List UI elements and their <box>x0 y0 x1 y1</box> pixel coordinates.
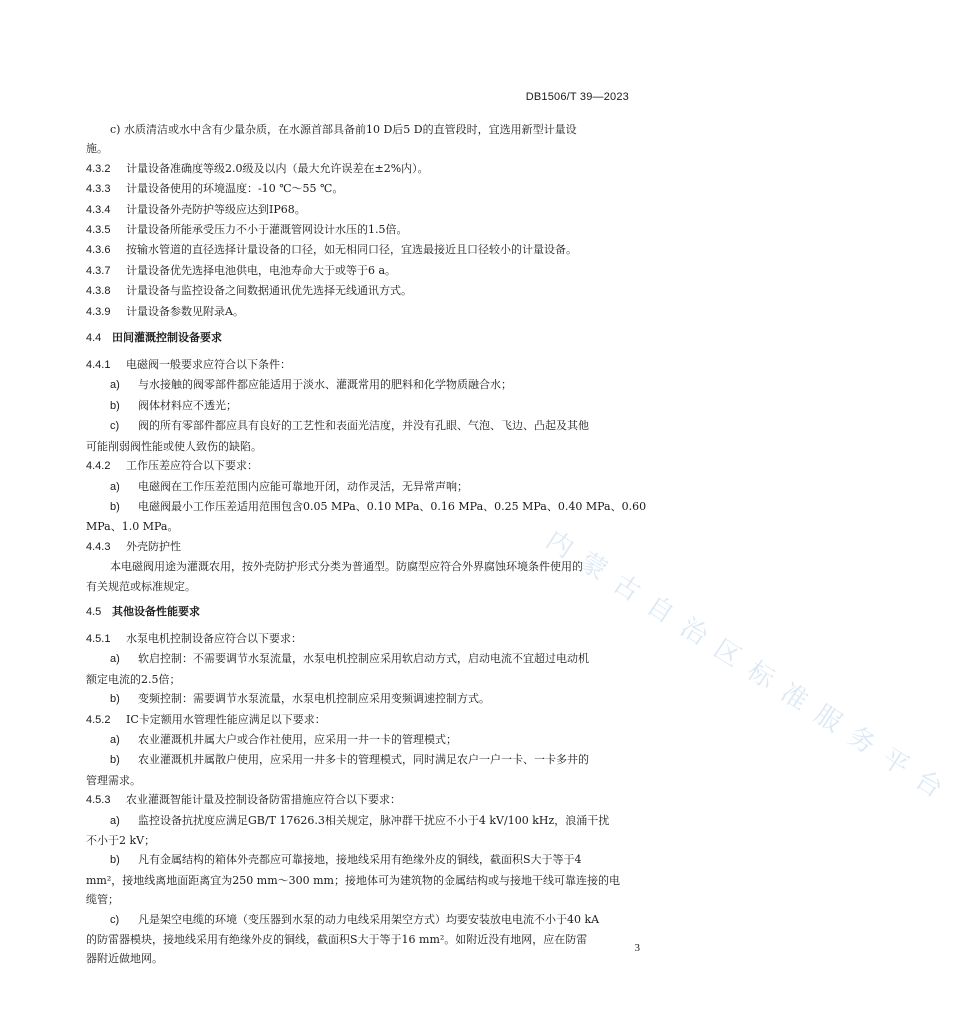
clause-4-5-1 <box>86 629 658 649</box>
clause-text: 计量设备准确度等级2.0级及以内（最大允许误差在±2%内）。 <box>126 161 429 175</box>
text-line: 管理需求。 <box>86 773 141 787</box>
document-body <box>86 120 658 969</box>
text-line: 的防雷器模块，接地线采用有绝缘外皮的铜线，截面积S大于等于16 mm²。如附近没有地网，应在防雷 <box>86 933 588 947</box>
list-item <box>86 910 658 930</box>
clause-4-3-3 <box>86 179 658 199</box>
list-marker: b) <box>110 693 120 706</box>
clause-text: 水泵电机控制设备应符合以下要求： <box>126 631 302 645</box>
page-number: 3 <box>634 942 640 954</box>
list-marker: b) <box>110 854 120 867</box>
list-item <box>86 850 658 870</box>
clause-number: 4.5.2 <box>86 713 111 726</box>
list-marker: a) <box>110 733 120 746</box>
clause-4-3-7 <box>86 261 658 281</box>
list-item <box>86 811 658 831</box>
list-text: 电磁阀最小工作压差适用范围包含0.05 MPa、0.10 MPa、0.16 MPa、0.25 MPa、0.40 MPa、0.60 <box>138 499 647 513</box>
clause-4-3-5 <box>86 220 658 240</box>
text-line: 不小于2 kV； <box>86 834 156 847</box>
document-code: DB1506/T 39—2023 <box>525 91 629 103</box>
list-text: 阀体材料应不透光； <box>138 398 237 412</box>
clause-text: 电磁阀一般要求应符合以下条件： <box>126 358 291 372</box>
list-text: 软启控制：不需要调节水泵流量，水泵电机控制应采用软启动方式，启动电流不宜超过电动机 <box>138 652 589 666</box>
section-title: 其他设备性能要求 <box>112 604 200 618</box>
section-title: 田间灌溉控制设备要求 <box>112 331 222 345</box>
clause-4-5-2 <box>86 710 658 730</box>
clause-4-4-1 <box>86 355 658 375</box>
list-item <box>86 477 658 497</box>
clause-text: 按输水管道的直径选择计量设备的口径，如无相同口径，宜选最接近且口径较小的计量设备。 <box>126 243 577 257</box>
clause-number: 4.3.6 <box>86 244 111 257</box>
text-line: 有关规范或标准规定。 <box>86 579 196 593</box>
list-text: 凡有金属结构的箱体外壳都应可靠接地，接地线采用有绝缘外皮的铜线，截面积S大于等于4 <box>138 853 582 867</box>
text-line: 可能削弱阀性能或使人致伤的缺陷。 <box>86 439 262 453</box>
clause-4-3-6 <box>86 240 658 260</box>
text-line: 器附近做地网。 <box>86 952 163 966</box>
list-text: 监控设备抗扰度应满足GB/T 17626.3相关规定，脉冲群干扰应不小于4 kV/100 kHz，浪涌干扰 <box>138 813 610 827</box>
list-marker: b) <box>110 754 120 767</box>
clause-4-5-3 <box>86 790 658 810</box>
clause-4-4-2 <box>86 456 658 476</box>
clause-text: 计量设备参数见附录A。 <box>126 304 244 318</box>
list-marker: a) <box>110 814 120 827</box>
list-item <box>86 730 658 750</box>
list-marker: a) <box>110 653 120 666</box>
list-item <box>86 375 658 395</box>
clause-text: 农业灌溉智能计量及控制设备防雷措施应符合以下要求： <box>126 793 401 807</box>
clause-number: 4.3.2 <box>86 162 111 175</box>
clause-text: IC卡定额用水管理性能应满足以下要求： <box>126 712 326 726</box>
list-item-c-continued: c) 水质清洁或水中含有少量杂质，在水源首部具备前10 D后5 D的直管段时，宜选用新型计量设 <box>110 123 577 136</box>
list-text: 农业灌溉机井属大户或合作社使用，应采用一井一卡的管理模式； <box>138 732 457 746</box>
clause-text: 计量设备所能承受压力不小于灌溉管网设计水压的1.5倍。 <box>126 223 408 237</box>
text-line: 施。 <box>86 142 108 156</box>
list-text: 阀的所有零部件都应具有良好的工艺性和表面光洁度，并没有孔眼、气泡、飞边、凸起及其他 <box>138 419 589 433</box>
clause-number: 4.3.7 <box>86 264 111 277</box>
clause-number: 4.3.9 <box>86 305 111 318</box>
clause-number: 4.3.3 <box>86 183 111 196</box>
text-line: MPa、1.0 MPa。 <box>86 520 179 534</box>
list-text: 凡是架空电缆的环境（变压器到水泵的动力电线采用架空方式）均要安装放电电流不小于40 kA <box>138 912 600 926</box>
list-text: 与水接触的阀零部件都应能适用于淡水、灌溉常用的肥料和化学物质融合水； <box>138 378 512 392</box>
section-number: 4.5 <box>86 605 102 618</box>
list-item <box>86 497 658 517</box>
text-line: mm²，接地线离地面距离宜为250 mm～300 mm；接地体可为建筑物的金属结构或与接地干线可靠连接的电 <box>86 873 620 887</box>
clause-number: 4.5.1 <box>86 632 111 645</box>
clause-text: 外壳防护性 <box>126 539 181 553</box>
clause-number: 4.4.3 <box>86 540 111 553</box>
clause-text: 工作压差应符合以下要求： <box>126 459 258 473</box>
list-item <box>86 649 658 669</box>
list-item <box>86 750 658 770</box>
paragraph-line: 本电磁阀用途为灌溉农用，按外壳防护形式分类为普通型。防腐型应符合外界腐蚀环境条件使用的 <box>110 560 583 574</box>
clause-number: 4.3.8 <box>86 285 111 298</box>
clause-4-3-4 <box>86 200 658 220</box>
clause-number: 4.4.1 <box>86 359 111 372</box>
section-heading-4-4 <box>86 328 658 348</box>
clause-4-3-8 <box>86 281 658 301</box>
clause-number: 4.3.4 <box>86 203 111 216</box>
list-marker: b) <box>110 500 120 513</box>
list-item <box>86 689 658 709</box>
list-text: 变频控制：需要调节水泵流量，水泵电机控制应采用变频调速控制方式。 <box>138 692 490 706</box>
clause-4-3-9 <box>86 302 658 322</box>
clause-text: 计量设备与监控设备之间数据通讯优先选择无线通讯方式。 <box>126 284 412 298</box>
clause-number: 4.5.3 <box>86 794 111 807</box>
clause-text: 计量设备外壳防护等级应达到IP68。 <box>126 202 306 216</box>
text-line: 缆管； <box>86 893 119 907</box>
list-text: 电磁阀在工作压差范围内应能可靠地开闭，动作灵活，无异常声响； <box>138 479 468 493</box>
clause-4-3-2 <box>86 159 658 179</box>
text-line: 额定电流的2.5倍； <box>86 672 181 686</box>
list-marker: a) <box>110 379 120 392</box>
section-number: 4.4 <box>86 332 102 345</box>
section-heading-4-5 <box>86 602 658 622</box>
clause-number: 4.4.2 <box>86 460 111 473</box>
list-item <box>86 416 658 436</box>
list-marker: c) <box>110 913 120 926</box>
watermark-text: 内蒙古自治区标准服务平台 <box>540 525 960 812</box>
clause-number: 4.3.5 <box>86 224 111 237</box>
list-marker: a) <box>110 480 120 493</box>
list-marker: b) <box>110 399 120 412</box>
list-item <box>86 396 658 416</box>
clause-text: 计量设备使用的环境温度：-10 ℃～55 ℃。 <box>126 182 344 196</box>
list-text: 农业灌溉机井属散户使用，应采用一井多卡的管理模式，同时满足农户一户一卡、一卡多井的 <box>138 753 589 767</box>
list-marker: c) <box>110 420 120 433</box>
clause-text: 计量设备优先选择电池供电，电池寿命大于或等于6 a。 <box>126 263 397 277</box>
clause-4-4-3 <box>86 537 658 557</box>
